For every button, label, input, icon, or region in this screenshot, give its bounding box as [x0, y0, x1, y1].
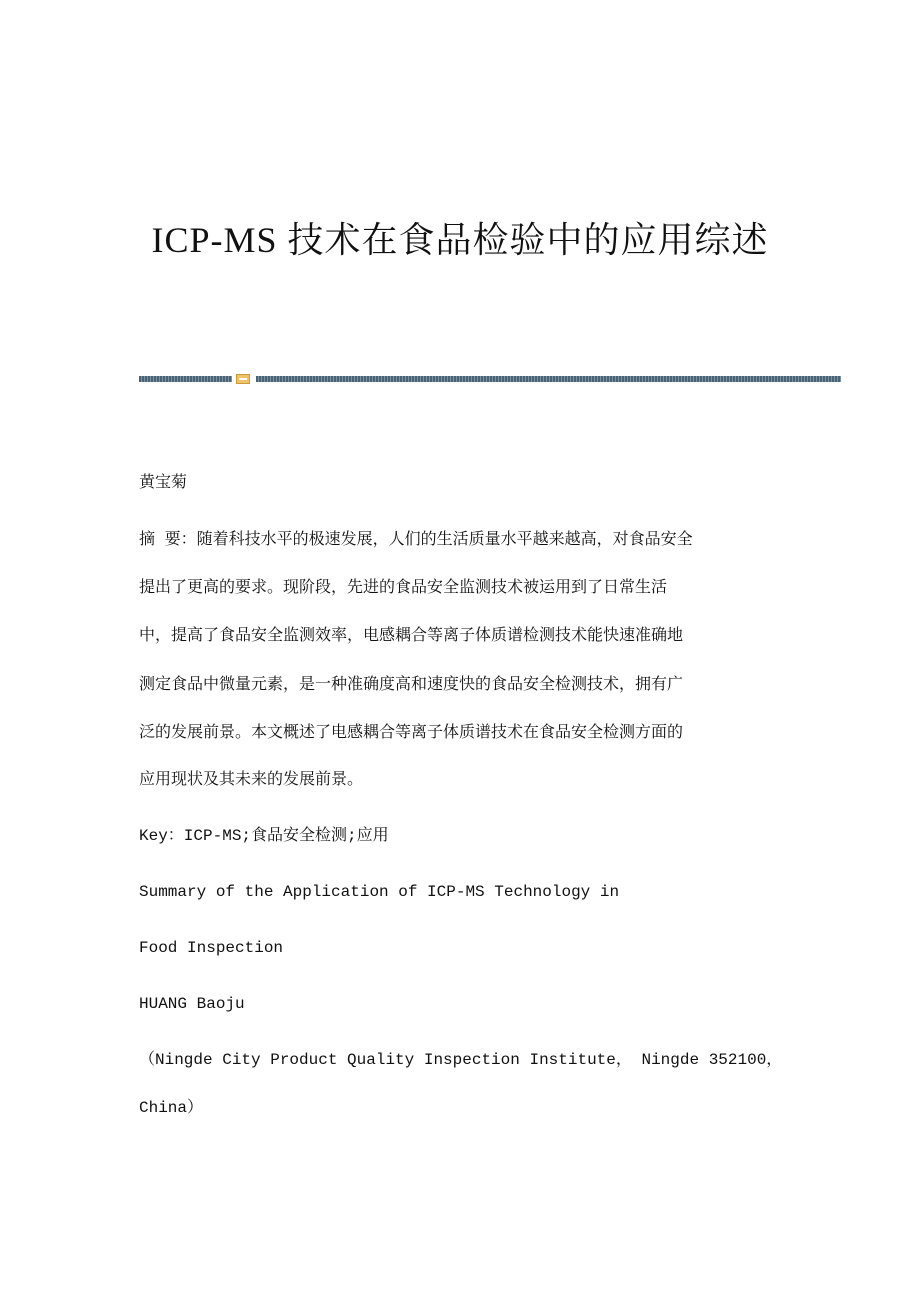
- affiliation-line-2: China）: [139, 1099, 204, 1117]
- affiliation-line-1: （Ningde City Product Quality Inspection Institute， Ningde 352100，: [139, 1051, 783, 1069]
- abstract-line: 摘 要：随着科技水平的极速发展，人们的生活质量水平越来越高，对食品安全: [139, 531, 693, 549]
- divider-bar-left: [139, 376, 232, 382]
- abstract-line: 泛的发展前景。本文概述了电感耦合等离子体质谱技术在食品安全检测方面的: [139, 724, 684, 742]
- english-title-line-1: Summary of the Application of ICP-MS Technology in: [139, 883, 620, 901]
- title-divider: [139, 374, 841, 384]
- english-author: HUANG Baoju: [139, 995, 245, 1013]
- divider-emblem-icon: [236, 374, 250, 384]
- author-name: 黄宝菊: [139, 474, 188, 492]
- abstract-line: 提出了更高的要求。现阶段，先进的食品安全监测技术被运用到了日常生活: [139, 579, 668, 597]
- document-title: ICP-MS 技术在食品检验中的应用综述: [151, 220, 769, 260]
- keywords: Key：ICP-MS;食品安全检测;应用: [139, 827, 389, 845]
- abstract-line: 应用现状及其未来的发展前景。: [139, 771, 364, 789]
- english-title-line-2: Food Inspection: [139, 939, 284, 957]
- divider-bar-right: [256, 376, 841, 382]
- abstract-line: 中，提高了食品安全监测效率，电感耦合等离子体质谱检测技术能快速准确地: [139, 627, 684, 645]
- abstract-line: 测定食品中微量元素，是一种准确度高和速度快的食品安全检测技术，拥有广: [139, 676, 684, 694]
